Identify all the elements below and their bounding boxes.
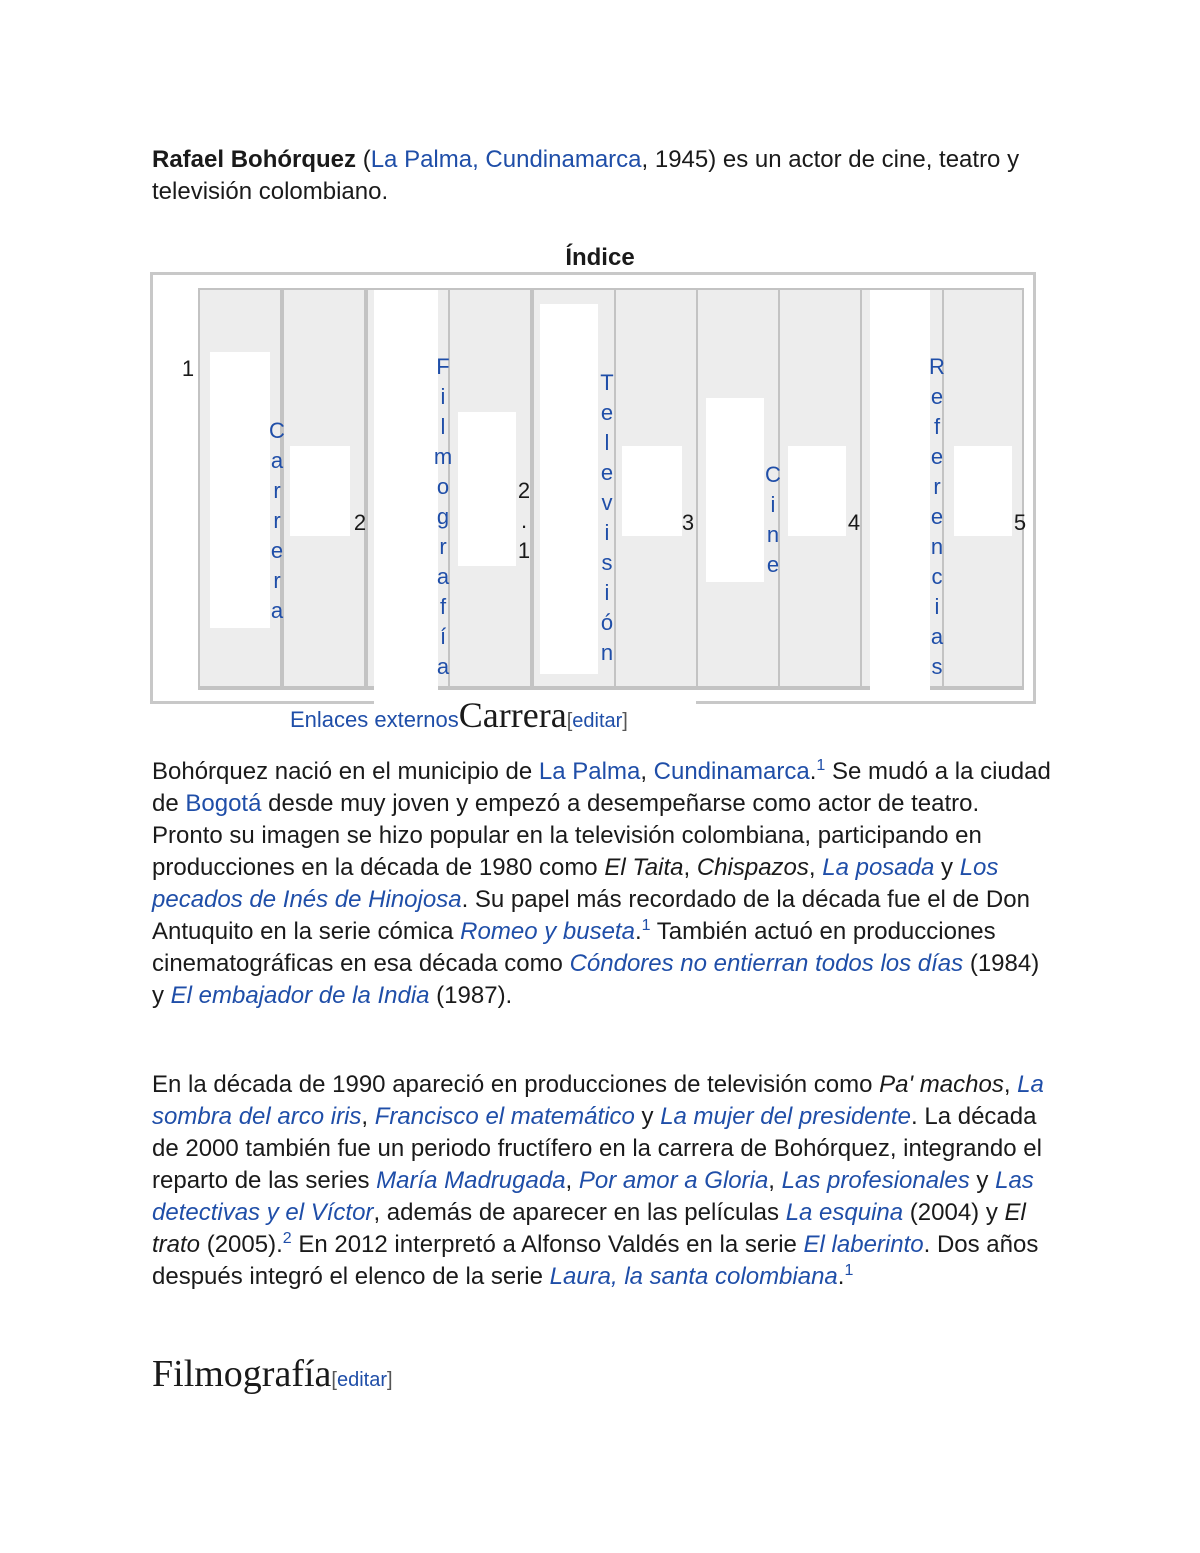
toc-link-referencias[interactable]: R e f e r e n c i a s: [929, 354, 945, 679]
heading-filmografia: Filmografía: [152, 1353, 332, 1395]
link-bogota[interactable]: Bogotá: [185, 790, 262, 817]
toc-number-3: 3: [681, 510, 695, 535]
ref-superscript[interactable]: 1: [641, 917, 651, 934]
edit-carrera-link[interactable]: editar: [572, 710, 623, 732]
paragraph-carrera-1: Bohórquez nació en el municipio de La Palma, Cundinamarca.$^1$ Se mudó a la ciudad de Bogotá desde muy joven y empezó a desempeñarse como actor de teatro. Pronto su imagen se hizo popular en la televisión colombiana, participando en producciones en la década de 1980 como El Taita, Chispazos, La posada y Los pecados de Inés de Hinojosa. Su papel más recordado de la década fue el de Don Antuquito en la serie cómica Romeo y buseta.$^1$ También actuó en producciones cinematográficas en esa década como Cóndores no entierran todos los días (1984) y El embajador de la India (1987).: [152, 757, 1051, 1009]
link-francisco[interactable]: Francisco el matemático: [374, 1103, 635, 1130]
link-el-embajador[interactable]: El embajador de la India: [170, 982, 430, 1009]
link-por-amor-a-gloria[interactable]: Por amor a Gloria: [578, 1167, 769, 1194]
link-la-sombra[interactable]: La sombra del arco iris: [152, 1071, 1044, 1130]
subject-name: Rafael Bohórquez: [152, 146, 357, 173]
link-maria-madrugada[interactable]: María Madrugada: [376, 1167, 566, 1194]
toc-number-2-1: 2 . 1: [517, 478, 531, 563]
link-los-pecados[interactable]: Los pecados de Inés de Hinojosa: [152, 854, 999, 913]
filmografia-heading-line: Filmografía[editar]: [152, 1353, 393, 1395]
link-las-detectivas[interactable]: Las detectivas y el Víctor: [152, 1167, 1034, 1226]
intro-paragraph: Rafael Bohórquez (La Palma, Cundinamarca, 1945) es un actor de cine, teatro y televisión colombiano.: [152, 146, 1020, 205]
toc-number-5: 5: [1013, 510, 1027, 535]
link-la-mujer-del-presidente[interactable]: La mujer del presidente: [660, 1103, 912, 1130]
link-cundinamarca[interactable]: Cundinamarca: [653, 758, 810, 785]
toc-link-carrera[interactable]: C a r r e r a: [269, 418, 285, 623]
toc-number-2: 2: [353, 510, 367, 535]
heading-carrera: Carrera: [458, 695, 567, 735]
link-la-posada[interactable]: La posada: [822, 854, 935, 881]
edit-filmografia-link[interactable]: editar: [336, 1369, 387, 1391]
link-el-laberinto[interactable]: El laberinto: [803, 1231, 924, 1258]
toc-number-4: 4: [847, 510, 861, 535]
carrera-heading-line: Enlaces externosCarrera[editar]: [290, 695, 628, 735]
toc-link-enlaces-externos[interactable]: Enlaces externos: [290, 707, 459, 732]
toc-link-cine[interactable]: C i n e: [765, 462, 781, 577]
ref-superscript[interactable]: 2: [282, 1230, 292, 1247]
toc-link-television[interactable]: T e l e v i s i ó n: [600, 370, 614, 665]
link-laura-la-santa[interactable]: Laura, la santa colombiana: [549, 1263, 838, 1290]
link-la-palma-cundinamarca[interactable]: La Palma, Cundinamarca: [370, 146, 642, 173]
toc-number-1: 1: [181, 356, 195, 381]
toc-title: Índice: [565, 244, 635, 271]
paragraph-carrera-2: En la década de 1990 apareció en producciones de televisión como Pa' machos, La sombra del arco iris, Francisco el matemático y La mujer del presidente. La década de 2000 también fue un periodo fructífero en la carrera de Bohórquez, integrando el reparto de las series María Madrugada, Por amor a Gloria, Las profesionales y Las detectivas y el Víctor, además de aparecer en las películas La esquina (2004) y El trato (2005).$^2$ En 2012 interpretó a Alfonso Valdés en la serie El laberinto. Dos años después integró el elenco de la serie Laura, la santa colombiana.$^1$: [152, 1071, 1044, 1290]
ref-superscript[interactable]: 1: [816, 757, 826, 774]
ref-superscript[interactable]: 1: [844, 1262, 854, 1279]
link-condores[interactable]: Cóndores no entierran todos los días: [569, 950, 964, 977]
link-las-profesionales[interactable]: Las profesionales: [781, 1167, 970, 1194]
link-la-palma[interactable]: La Palma: [538, 758, 641, 785]
toc-link-filmografia[interactable]: F i l m o g r a f í a: [433, 354, 453, 679]
link-la-esquina[interactable]: La esquina: [785, 1199, 904, 1226]
link-romeo-y-buseta[interactable]: Romeo y buseta: [460, 918, 635, 945]
